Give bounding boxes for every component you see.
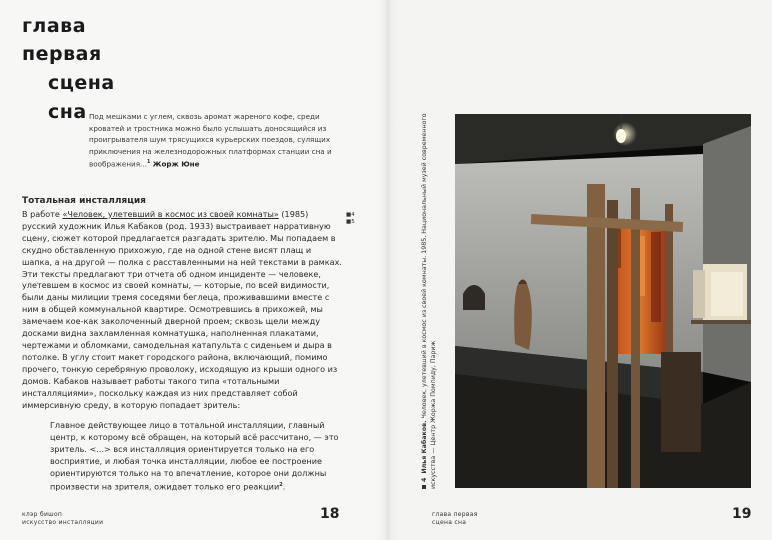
footer-chapter-line-2: сцена сна [432,518,467,526]
paragraph-start: В работе [22,209,63,219]
figure-caption [420,109,438,489]
caption-text: Человек, улетевший в космос из своей комнаты. 1985. Национальный музей современного искусства — Центр Жоржа Помпиду, Париж [421,113,437,489]
lamp-bulb [616,129,626,143]
figure-ref-4: ■4 [346,212,355,218]
chapter-heading-line-1: глава [22,15,87,37]
epigraph-text: Под мешками с углем, сквозь аромат жареного кофе, среди кроватей и тростника можно было услышать доносящийся из проигрывателя шум трясущихся курьерских поездов, сулящих приключения на железнодорожных платформах станции сна и воображения... [89,112,332,169]
book-gutter [378,0,398,540]
quote-note: 2 [279,481,283,488]
epigraph-author: Жорж Юне [152,159,200,169]
hanging-coat [514,284,532,350]
chapter-heading-line-2: первая [22,43,102,65]
chapter-heading-line-4: сна [48,101,87,123]
framed-text-2 [693,270,705,318]
figure-reference[interactable] [346,212,355,225]
body-paragraph [22,209,342,411]
vertical-plank-2 [607,200,618,488]
footer-chapter [432,511,478,526]
footer-book-title: искусство инсталляции [22,518,104,526]
quote-text: Главное действующее лицо в тотальной инсталляции, главный центр, к которому всё обращен, на который всё рассчитано, — это зритель. <...> вся инсталляция ориентируется только на его восприятие, и любая точка инсталляции, любое ее построение ориентируются только на то впечатление, которое они должны произвести на зрителя, ожидает только его реакции [50,420,339,492]
work-title-link[interactable]: «Человек, улетевший в космос из своей комнаты» [62,209,279,219]
footer-chapter-line-1: глава первая [432,511,478,518]
footer-author-name: клэр бишоп [22,511,63,518]
block-quote: Главное действующее лицо в тотальной инсталляции, главный центр, к которому всё обращен, на который всё рассчитано, — это зритель. <...> вся инсталляция ориентируется только на его восприятие, и любая точка инсталляции, любое ее построение ориентируются только на то впечатление, которое они должны произвести на зрителя, ожидает только его реакции$^2$. [50,420,339,492]
door-lower-board [661,352,701,452]
page-number-left: 18 [320,506,340,522]
epigraph-note: 1 [146,159,151,166]
vertical-plank-1 [587,184,605,488]
chapter-heading-line-3: сцена [48,72,115,94]
caption-number: 4 [421,477,428,482]
footer-author [22,511,103,526]
page-number-right: 19 [732,506,752,522]
caption-artist: Илья Кабаков. [421,420,428,474]
figure-ref-5: ■5 [346,218,355,225]
side-wall [703,126,751,382]
paragraph-rest: (1985) русский художник Илья Кабаков (род. 1933) выстраивает нарративную сцену, сюжет которой предлагается разгадать зрителю. Мы попадаем в скудно обставленную прихожую, где на одной стене висят плащ и шапка, а на другой — полка с расставленными на ней текстами в рамках. Эти тексты предлагают три отчета об одном инциденте — человеке, улетевшем в космос из своей комнаты, — которые, по всей видимости, были даны милиции тремя соседями беглеца, проживавшими вместе с ним в общей коммунальной квартире. Осмотревшись в прихожей, мы замечаем кое-как заколоченный дверной проем; сквозь щели между досками видна захламленная комнатушка, наполненная плакатами, чертежами и обломками, самодельная катапульта с сиденьем и дыра в потолке. В углу стоит макет городского района, включающий, помимо прочего, тонкую серебряную проволоку, исходящую из крыши одного из домов. Кабаков называет работы такого типа «тотальными инсталляциями», поскольку каждая из них представляет собой иммерсивную среду, в которую попадает зритель: [22,209,342,410]
vertical-plank-3 [631,188,640,488]
installation-photo [455,114,751,488]
epigraph [89,111,349,170]
caption-square-icon [422,485,426,489]
shelf [691,320,751,324]
installation-photo-graphic [455,114,751,488]
section-title: Тотальная инсталляция [22,196,146,206]
